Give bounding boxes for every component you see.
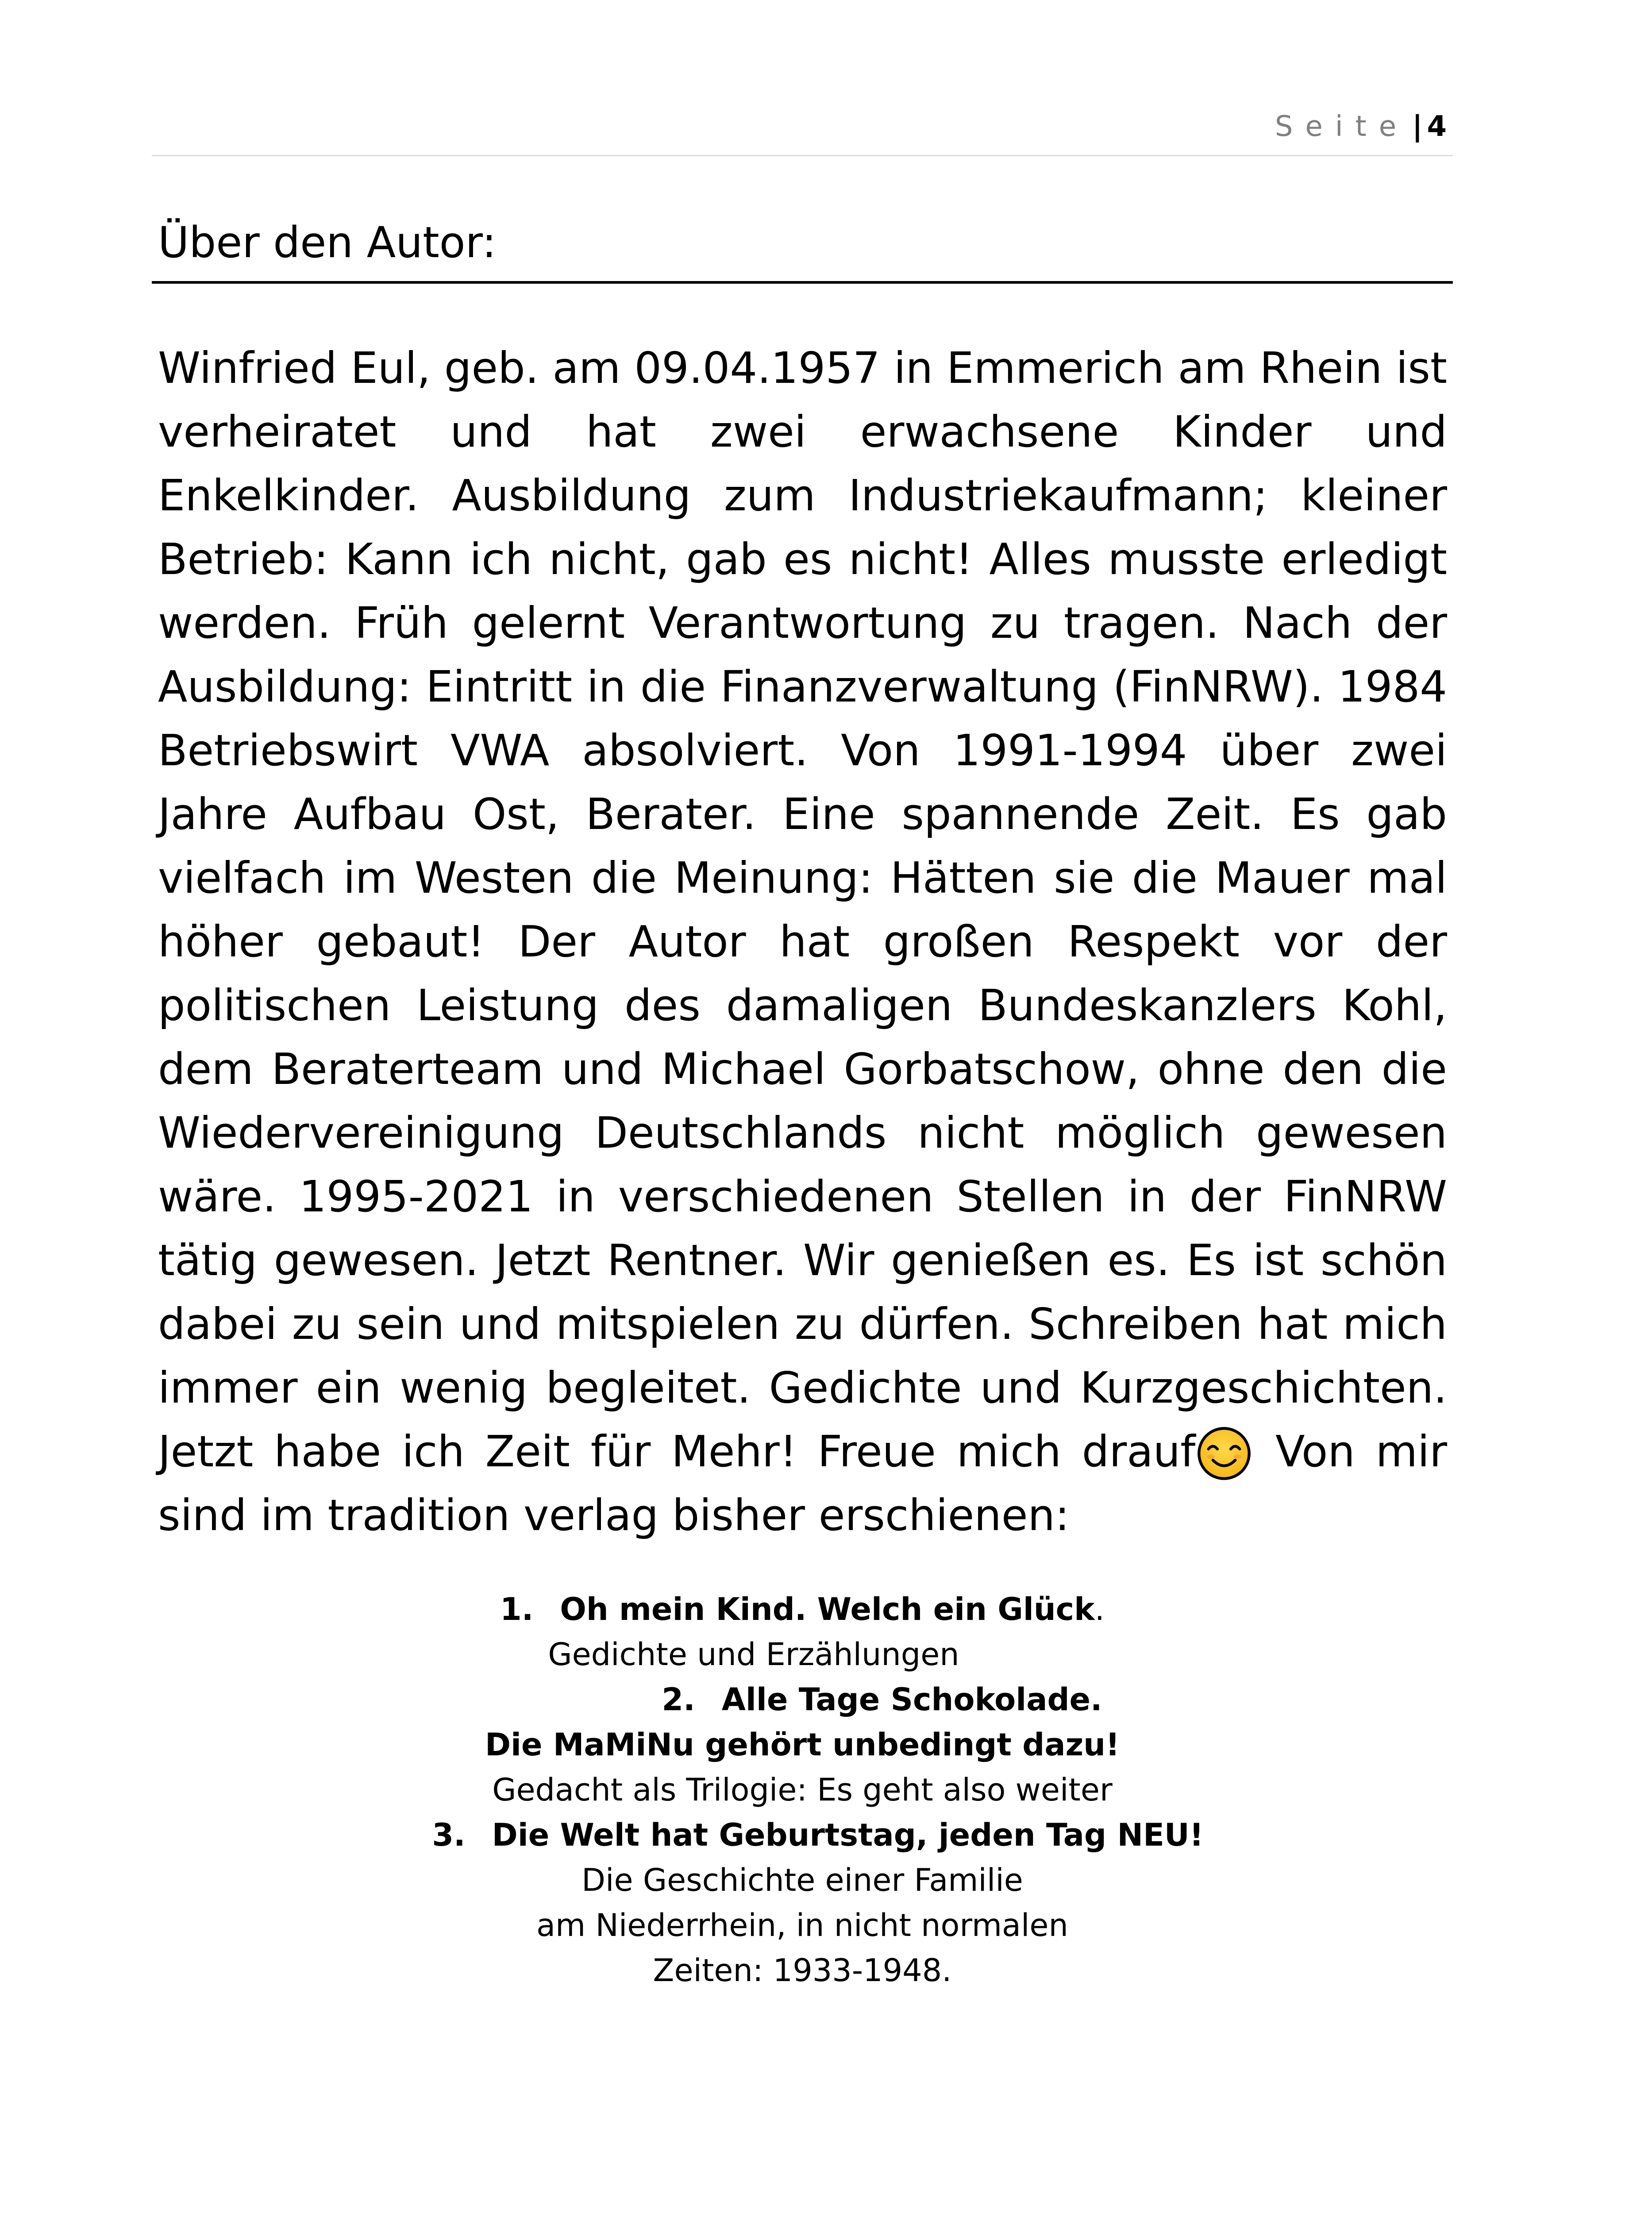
page-separator: | (1412, 110, 1423, 143)
book-2-number: 2. (662, 1681, 695, 1718)
book-2-title-line2: Die MaMiNu gehört unbedingt dazu! (485, 1727, 1120, 1763)
page-header (152, 106, 1453, 156)
book-2-title: Alle Tage Schokolade. (721, 1681, 1102, 1718)
bio-text-continued: Von mir sind im tradition verlag bisher erschienen: (158, 1426, 1447, 1540)
book-2-title-line (311, 1677, 1453, 1722)
book-3-subtitle-line-3: Zeiten: 1933-1948. (653, 1952, 952, 1989)
book-3-number: 3. (432, 1817, 466, 1853)
bio-text: Winfried Eul, geb. am 09.04.1957 in Emmerich am Rhein ist verheiratet und hat zwei erwachsene Kinder und Enkelkinder. Ausbildung zum Industriekaufmann; kleiner Betrieb: Kann ich nicht, gab es nicht! Alles musste erledigt werden. Früh gelernt Verantwortung zu tragen. Nach der Ausbildung: Eintritt in die Finanzverwaltung (FinNRW). 1984 Betriebswirt VWA absolviert. Von 1991-1994 über zwei Jahre Aufbau Ost, Berater. Eine spannende Zeit. Es gab vielfach im Westen die Meinung: Hätten sie die Mauer mal höher gebaut! Der Autor hat großen Respekt vor der politischen Leistung des damaligen Bundeskanzlers Kohl, dem Beraterteam und Michael Gorbatschow, ohne den die Wiedervereinigung Deutschlands nicht möglich gewesen wäre. 1995-2021 in verschiedenen Stellen in der FinNRW tätig gewesen. Jetzt Rentner. Wir genießen es. Es ist schön dabei zu sein und mitspielen zu dürfen. Schreiben hat mich immer ein wenig begleitet. Gedichte und Kurzgeschichten. Jetzt habe ich Zeit für Mehr! Freue mich drauf (158, 343, 1447, 1477)
book-1-subtitle: Gedichte und Erzählungen (548, 1636, 959, 1673)
section-title: Über den Autor: (158, 218, 497, 267)
page-number-label (1275, 109, 1447, 144)
book-3-subtitle-line-1: Die Geschichte einer Familie (581, 1862, 1023, 1898)
page-label: Seite (1275, 110, 1409, 143)
book-3-title-line (183, 1812, 1453, 1858)
smiling-face-emoji-icon (1196, 1426, 1252, 1481)
book-2-subtitle: Gedacht als Trilogie: Es geht also weiter (492, 1772, 1113, 1808)
author-bio (158, 336, 1447, 1547)
book-1-title-suffix: . (1094, 1591, 1105, 1627)
book-1-number: 1. (500, 1591, 534, 1627)
book-1-title-line (152, 1587, 1453, 1632)
section-heading-block (152, 208, 1453, 284)
page-number: 4 (1427, 110, 1447, 143)
book-list (152, 1587, 1453, 1993)
book-3-subtitle-line-2: am Niederrhein, in nicht normalen (536, 1907, 1068, 1943)
book-3-title: Die Welt hat Geburtstag, jeden Tag NEU! (492, 1817, 1204, 1853)
book-1-title: Oh mein Kind. Welch ein Glück (560, 1591, 1095, 1627)
